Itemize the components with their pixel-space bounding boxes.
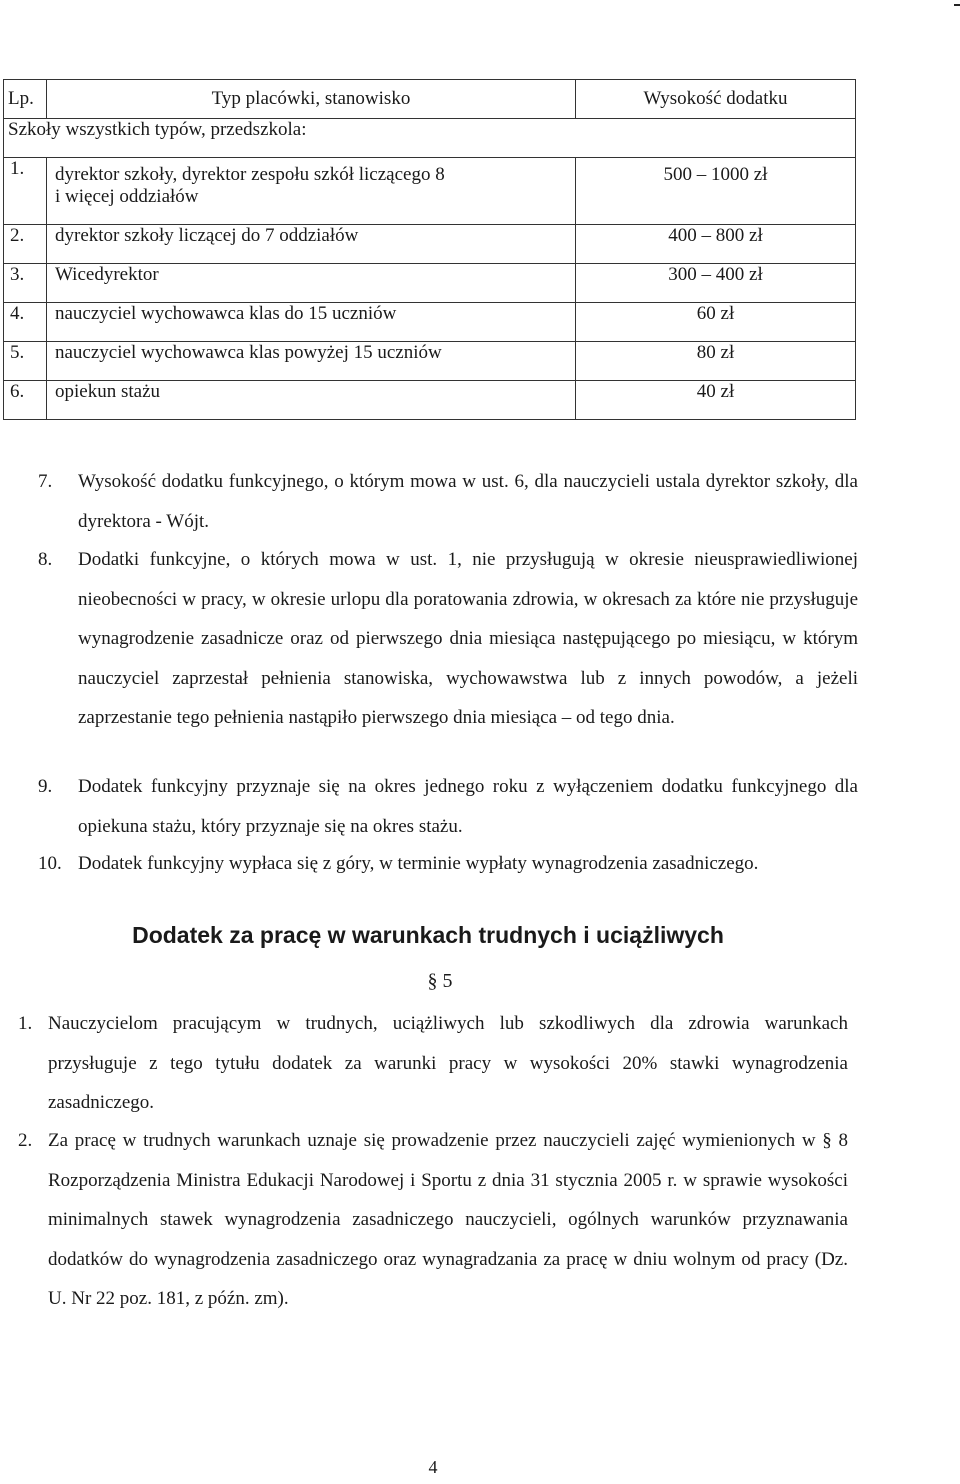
section-item-1 <box>18 1004 848 1123</box>
section-item-2 <box>18 1121 848 1319</box>
paragraph-number: 10. <box>38 853 62 874</box>
item-number: 1. <box>18 1013 33 1034</box>
paragraph-text: Dodatek funkcyjny przyznaje się na okres jednego roku z wyłączeniem dodatku funkcyjnego dla opiekuna stażu, który przyznaje się na okres stażu. <box>78 776 858 837</box>
row-amount: 400 – 800 zł <box>576 225 856 264</box>
paragraph-8 <box>40 540 858 738</box>
paragraph-number: 8. <box>38 549 53 570</box>
row-number: 1. <box>4 158 47 225</box>
header-amount: Wysokość dodatku <box>576 80 856 119</box>
paragraph-text: Wysokość dodatku funkcyjnego, o którym mowa w ust. 6, dla nauczycieli ustala dyrektor szkoły, dla dyrektora - Wójt. <box>78 471 858 532</box>
row-amount: 80 zł <box>576 342 856 381</box>
row-type <box>47 342 576 381</box>
row-type <box>47 264 576 303</box>
header-type: Typ placówki, stanowisko <box>47 80 576 119</box>
paragraph-7 <box>40 462 858 541</box>
row-number: 6. <box>4 381 47 420</box>
scan-artifact-mark <box>954 4 960 6</box>
row-type-text: nauczyciel wychowawca klas do 15 uczniów <box>55 303 397 324</box>
section-heading: Dodatek za pracę w warunkach trudnych i uciążliwych <box>132 922 724 948</box>
row-type <box>47 225 576 264</box>
paragraph-number: 9. <box>38 776 53 797</box>
paragraph-text: Dodatek funkcyjny wypłaca się z góry, w terminie wypłaty wynagrodzenia zasadniczego. <box>78 853 759 874</box>
table-row <box>4 158 856 225</box>
row-type-text: dyrektor szkoły liczącej do 7 oddziałów <box>55 225 359 246</box>
row-type-text: Wicedyrektor <box>55 264 159 285</box>
row-amount: 300 – 400 zł <box>576 264 856 303</box>
paragraph-9 <box>40 767 858 846</box>
table-section-row <box>4 119 856 158</box>
allowance-table <box>3 79 856 420</box>
item-number: 2. <box>18 1130 33 1151</box>
item-text: Za pracę w trudnych warunkach uznaje się prowadzenie przez nauczycieli zajęć wymienionych w § 8 Rozporządzenia Ministra Edukacji Narodowej i Sportu z dnia 31 stycznia 2005 r. w sprawie wysokości minimalnych stawek wynagrodzenia zasadniczego nauczycieli, ogólnych warunków przyznawania dodatków do wynagrodzenia zasadniczego oraz wynagradzania za pracę w dniu wolnym od pracy (Dz. U. Nr 22 poz. 181, z późn. zm). <box>48 1130 848 1309</box>
page-number: 4 <box>428 1457 438 1477</box>
row-type <box>47 381 576 420</box>
paragraph-number: 7. <box>38 471 53 492</box>
table-row <box>4 225 856 264</box>
header-lp: Lp. <box>4 80 47 119</box>
table-header-row <box>4 80 856 119</box>
row-type-line: i więcej oddziałów <box>55 186 199 207</box>
table-row <box>4 264 856 303</box>
row-type <box>47 158 576 225</box>
row-amount: 500 – 1000 zł <box>576 158 856 225</box>
row-number: 5. <box>4 342 47 381</box>
table-row <box>4 381 856 420</box>
item-text: Nauczycielom pracującym w trudnych, uciążliwych lub szkodliwych dla zdrowia warunkach przysługuje z tego tytułu dodatek za warunki pracy w wysokości 20% stawki wynagrodzenia zasadniczego. <box>48 1013 848 1113</box>
row-amount: 40 zł <box>576 381 856 420</box>
row-type <box>47 303 576 342</box>
row-type-text: opiekun stażu <box>55 381 161 402</box>
section-mark: § 5 <box>427 970 453 992</box>
paragraph-text: Dodatki funkcyjne, o których mowa w ust. 1, nie przysługują w okresie nieusprawiedliwionej nieobecności w pracy, w okresie urlopu dla poratowania zdrowia, w okresach za które nie przysługuje wynagrodzenie zasadnicze oraz od pierwszego dnia miesiąca następującego po miesiącu, w którym nauczyciel zaprzestał pełnienia stanowiska, wychowawstwa lub z innych powodów, a jeżeli zaprzestanie tego pełnienia nastąpiło pierwszego dnia miesiąca – od tego dnia. <box>78 549 858 728</box>
row-number: 2. <box>4 225 47 264</box>
paragraph-10 <box>40 844 858 884</box>
table-row <box>4 342 856 381</box>
row-number: 3. <box>4 264 47 303</box>
row-type-text: nauczyciel wychowawca klas powyżej 15 uczniów <box>55 342 442 363</box>
table-row <box>4 303 856 342</box>
row-number: 4. <box>4 303 47 342</box>
section-title: Szkoły wszystkich typów, przedszkola: <box>4 119 856 158</box>
row-type-line: dyrektor szkoły, dyrektor zespołu szkół liczącego 8 <box>55 164 445 185</box>
row-amount: 60 zł <box>576 303 856 342</box>
